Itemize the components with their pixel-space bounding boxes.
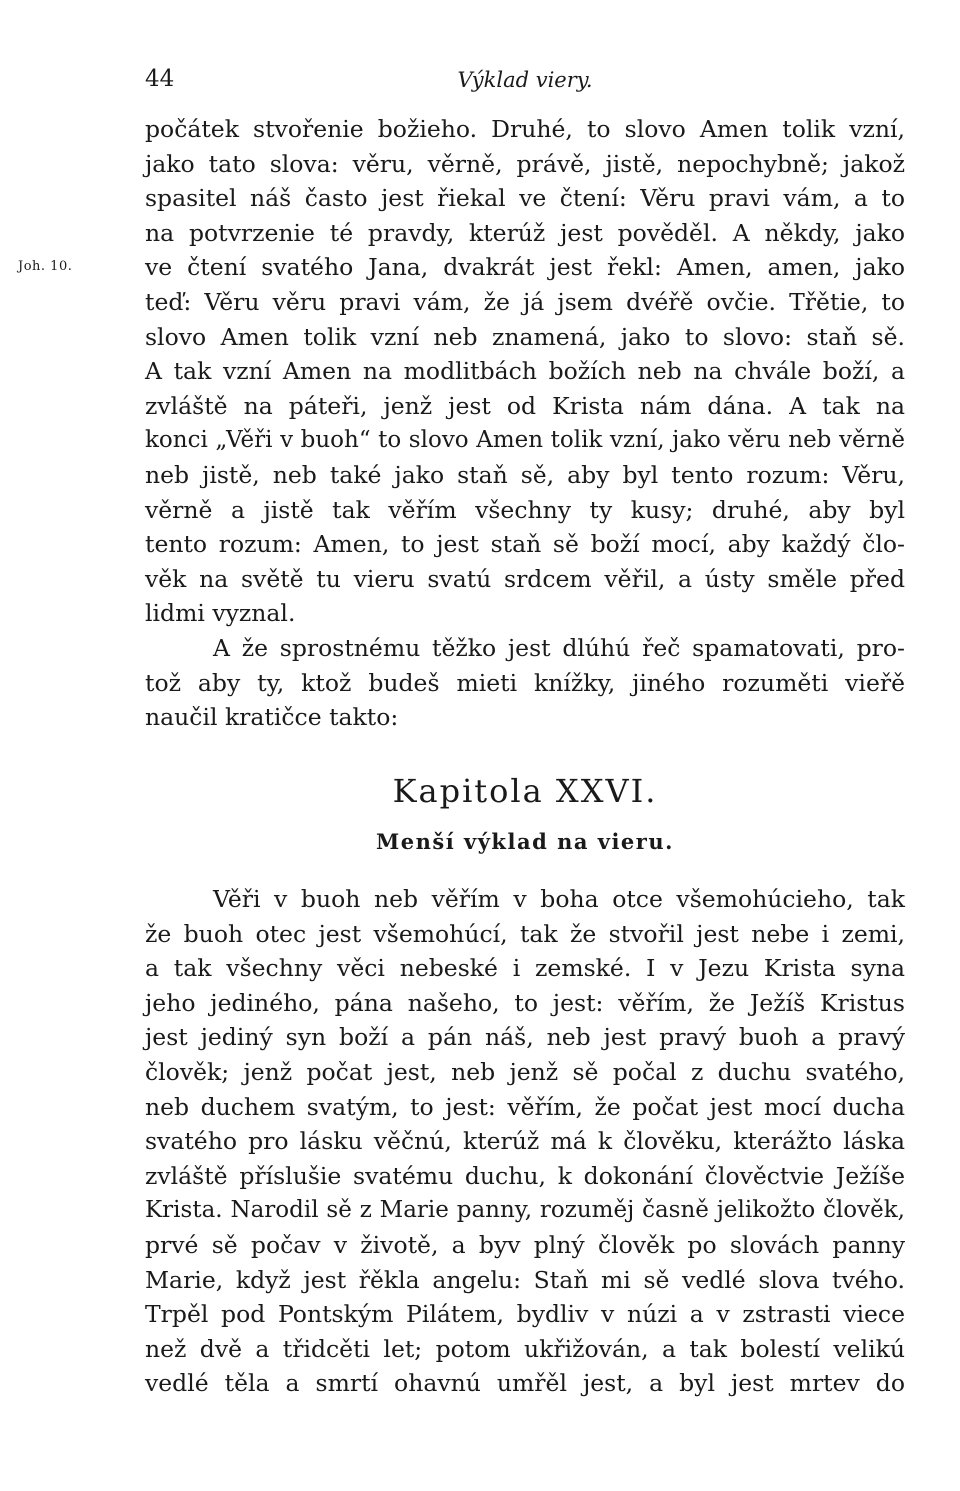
text-line: Krista. Narodil sě z Marie panny, rozuměj časně jelikožto člověk, [145,1197,905,1224]
text-line-with-margin-note [18,250,905,285]
text-block-lower [145,882,905,1401]
chapter-title: Kapitola XXVI. [392,772,658,810]
text-line: slovo Amen tolik vzní neb znamená, jako to slovo: staň sě. [145,322,905,351]
text-line: svatého pro lásku věčnú, kterúž má k člověku, kterážto láska [145,1127,905,1156]
text-block-upper [18,112,905,735]
text-line: jako tato slova: věru, věrně, právě, jistě, nepochybně; jakož [145,149,905,178]
text-line: teď: Věru věru pravi vám, že já jsem dvéřě ovčie. Třětie, to [145,287,905,316]
text-line: neb jistě, neb také jako staň sě, aby byl tento rozum: Věru, [145,460,905,489]
text-line: spasitel náš často jest řiekal ve čtení: Věru pravi vám, a to [145,184,905,213]
text-line: Trpěl pod Pontským Pilátem, bydliv v núzi a v zstrasti viece [145,1300,905,1329]
text-line: A tak vzní Amen na modlitbách božích neb na chvále boží, a [145,357,905,386]
text-line: věrně a jistě tak věřím všechny ty kusy; druhé, aby byl [145,495,905,524]
text-line: tento rozum: Amen, to jest staň sě boží mocí, aby každý člo- [145,530,905,559]
text-line: a tak všechny věci nebeské i zemské. I v Jezu Krista syna [145,954,905,983]
chapter-subtitle: Menší výklad na vieru. [376,829,674,854]
running-head: Výklad viery. [457,68,593,92]
text-line: neb duchem svatým, to jest: věřím, že počat jest mocí ducha [145,1092,905,1121]
text-line: vedlé těla a smrtí ohavnú umřěl jest, a byl jest mrtev do [145,1369,905,1398]
text-line: naučil kratičce takto: [145,703,399,732]
text-line: tož aby ty, ktož budeš mieti knížky, jiného rozuměti vieřě [145,668,905,697]
text-line: konci „Věři v buoh“ to slovo Amen tolik vzní, jako věru neb věrně [145,427,905,454]
text-line: počátek stvořenie božieho. Druhé, to slovo Amen tolik vzní, [145,115,905,143]
text-line: A že sprostnému těžko jest dlúhú řeč spamatovati, pro- [213,633,905,662]
page-number: 44 [145,66,175,92]
text-line: zvláště příslušie svatému duchu, k dokonání člověctvie Ježíše [145,1161,905,1190]
text-line: zvláště na páteři, jenž jest od Krista nám dána. A tak na [145,391,905,420]
text-line: prvé sě počav v životě, a byv plný člověk po slovách panny [145,1230,905,1259]
text-line: ve čtení svatého Jana, dvakrát jest řekl: Amen, amen, jako [145,253,905,282]
page-header [145,66,905,96]
text-line: lidmi vyznal. [145,599,296,628]
margin-reference: Joh. 10. [18,259,73,275]
text-line: Věři v buoh neb věřím v boha otce všemohúcieho, tak [213,885,905,913]
text-line: člověk; jenž počat jest, neb jenž sě počal z duchu svatého, [145,1057,905,1086]
text-line: že buoh otec jest všemohúcí, tak že stvořil jest nebe i zemi, [145,919,905,948]
text-line: jeho jediného, pána našeho, to jest: věřím, že Ježíš Kristus [145,988,905,1017]
text-line: jest jediný syn boží a pán náš, neb jest pravý buoh a pravý [145,1023,905,1052]
text-line: než dvě a třidcěti let; potom ukřižován, a tak bolestí velikú [145,1334,905,1363]
text-line: věk na světě tu vieru svatú srdcem věřil, a ústy směle před [145,564,905,593]
text-line: Marie, když jest řěkla angelu: Staň mi sě vedlé slova tvého. [145,1265,905,1294]
text-line: na potvrzenie té pravdy, kterúž jest pověděl. A někdy, jako [145,218,905,247]
